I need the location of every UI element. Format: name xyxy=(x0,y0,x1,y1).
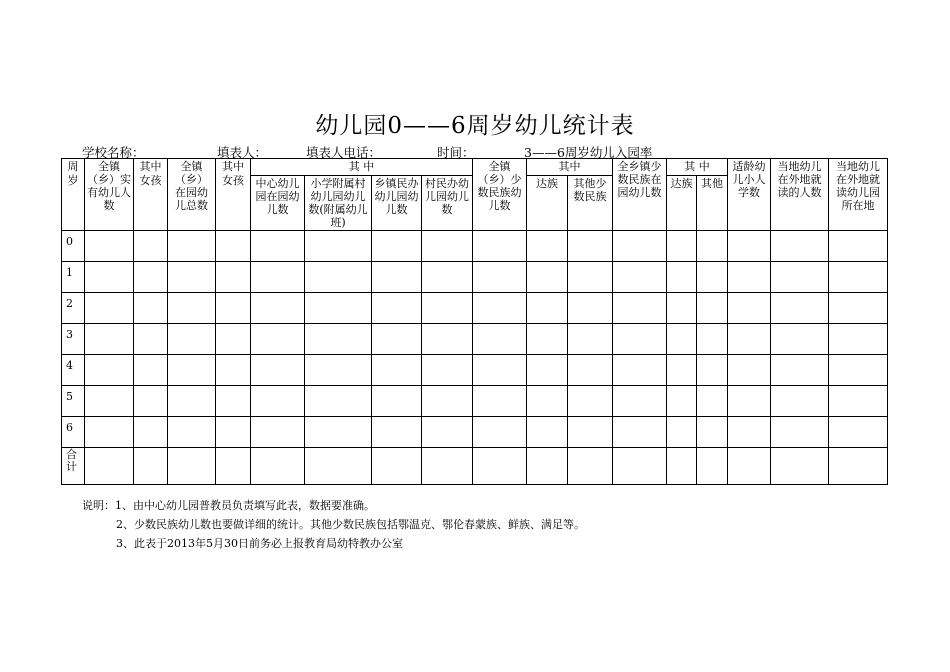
table-cell[interactable] xyxy=(728,231,771,262)
table-cell[interactable] xyxy=(168,417,216,448)
header-of-which-1: 其 中 xyxy=(251,159,473,176)
table-cell[interactable] xyxy=(771,324,829,355)
table-cell[interactable] xyxy=(305,293,372,324)
table-cell[interactable] xyxy=(85,262,134,293)
table-cell[interactable] xyxy=(473,231,527,262)
table-row xyxy=(62,386,888,417)
table-cell[interactable] xyxy=(613,355,667,386)
enrollment-rate-label: 3——6周岁幼儿入园率 xyxy=(524,145,653,160)
table-row xyxy=(62,231,888,262)
header-town-private: 乡镇民办幼儿园幼儿数 xyxy=(372,176,422,231)
table-cell[interactable] xyxy=(771,231,829,262)
header-of-which-2: 其中 xyxy=(527,159,613,176)
table-cell[interactable] xyxy=(829,231,888,262)
table-cell[interactable] xyxy=(829,293,888,324)
table-cell[interactable] xyxy=(134,355,168,386)
table-cell[interactable] xyxy=(667,231,697,262)
table-cell[interactable] xyxy=(216,417,251,448)
table-cell[interactable] xyxy=(527,386,568,417)
table-cell[interactable] xyxy=(168,386,216,417)
table-cell[interactable] xyxy=(613,293,667,324)
table-cell[interactable] xyxy=(728,448,771,485)
table-cell[interactable] xyxy=(134,417,168,448)
table-cell[interactable] xyxy=(372,417,422,448)
header-girls-1: 其中女孩 xyxy=(134,159,168,231)
table-cell[interactable] xyxy=(728,293,771,324)
table-cell[interactable] xyxy=(473,324,527,355)
header-village-private: 村民办幼儿园幼儿数 xyxy=(422,176,473,231)
table-cell[interactable] xyxy=(168,231,216,262)
table-cell[interactable] xyxy=(85,417,134,448)
statistics-table xyxy=(61,158,888,485)
table-cell[interactable] xyxy=(251,386,305,417)
table-cell[interactable] xyxy=(216,231,251,262)
table-cell[interactable] xyxy=(667,417,697,448)
table-cell[interactable] xyxy=(728,324,771,355)
table-cell[interactable] xyxy=(216,386,251,417)
table-cell[interactable] xyxy=(422,293,473,324)
table-cell[interactable] xyxy=(728,355,771,386)
table-cell[interactable] xyxy=(568,355,613,386)
table-cell[interactable] xyxy=(613,448,667,485)
table-cell[interactable] xyxy=(667,293,697,324)
table-cell[interactable] xyxy=(134,231,168,262)
row-label: 2 xyxy=(62,293,85,324)
header-other: 其他 xyxy=(697,176,728,231)
table-cell[interactable] xyxy=(216,448,251,485)
table-row xyxy=(62,293,888,324)
table-cell[interactable] xyxy=(372,448,422,485)
table-cell[interactable] xyxy=(251,293,305,324)
table-cell[interactable] xyxy=(134,262,168,293)
table-cell[interactable] xyxy=(422,262,473,293)
header-school-age-not-enrolled: 适龄幼儿小人学数 xyxy=(728,159,771,231)
table-cell[interactable] xyxy=(305,231,372,262)
header-other-minority: 其他少数民族 xyxy=(568,176,613,231)
school-name-label: 学校名称： xyxy=(82,145,145,160)
table-cell[interactable] xyxy=(251,262,305,293)
table-cell[interactable] xyxy=(168,293,216,324)
table-cell[interactable] xyxy=(305,324,372,355)
table-cell[interactable] xyxy=(527,231,568,262)
header-daur-2: 达族 xyxy=(667,176,697,231)
table-cell[interactable] xyxy=(829,262,888,293)
table-cell[interactable] xyxy=(697,355,728,386)
table-cell[interactable] xyxy=(168,324,216,355)
table-cell[interactable] xyxy=(305,386,372,417)
table-cell[interactable] xyxy=(134,386,168,417)
table-cell[interactable] xyxy=(422,448,473,485)
table-cell[interactable] xyxy=(372,324,422,355)
header-primary-attached: 小学附属村幼儿园幼儿数(附属幼儿班) xyxy=(305,176,372,231)
header-town-minority: 全镇（乡）少数民族幼儿数 xyxy=(473,159,527,231)
row-label: 6 xyxy=(62,417,85,448)
table-cell[interactable] xyxy=(473,293,527,324)
table-cell[interactable] xyxy=(829,417,888,448)
table-cell[interactable] xyxy=(473,355,527,386)
table-cell[interactable] xyxy=(697,231,728,262)
table-cell[interactable] xyxy=(568,293,613,324)
header-town-actual: 全镇（乡）实有幼儿人数 xyxy=(85,159,134,231)
table-cell[interactable] xyxy=(473,262,527,293)
table-cell[interactable] xyxy=(697,324,728,355)
table-cell[interactable] xyxy=(422,417,473,448)
time-label: 时间： xyxy=(437,145,475,160)
table-cell[interactable] xyxy=(372,231,422,262)
table-cell[interactable] xyxy=(527,355,568,386)
table-cell[interactable] xyxy=(473,386,527,417)
table-row xyxy=(62,417,888,448)
table-cell[interactable] xyxy=(527,448,568,485)
table-cell[interactable] xyxy=(85,448,134,485)
table-cell[interactable] xyxy=(216,355,251,386)
table-cell[interactable] xyxy=(168,262,216,293)
table-cell[interactable] xyxy=(168,448,216,485)
page-title: 幼儿园0——6周岁幼儿统计表 xyxy=(315,113,635,139)
row-label: 合计 xyxy=(62,448,85,485)
table-cell[interactable] xyxy=(771,293,829,324)
table-cell[interactable] xyxy=(85,355,134,386)
table-cell[interactable] xyxy=(168,355,216,386)
table-cell[interactable] xyxy=(251,324,305,355)
table-cell[interactable] xyxy=(829,355,888,386)
table-row xyxy=(62,355,888,386)
table-cell[interactable] xyxy=(305,417,372,448)
table-cell[interactable] xyxy=(771,355,829,386)
table-cell[interactable] xyxy=(697,386,728,417)
table-cell[interactable] xyxy=(613,417,667,448)
table-cell[interactable] xyxy=(305,355,372,386)
table-cell[interactable] xyxy=(85,231,134,262)
note-2: 2、少数民族幼儿数也要做详细的统计。其他少数民族包括鄂温克、鄂伦春蒙族、鲜族、满足等。 xyxy=(116,518,585,531)
table-cell[interactable] xyxy=(667,386,697,417)
table-cell[interactable] xyxy=(697,293,728,324)
table-cell[interactable] xyxy=(829,386,888,417)
table-cell[interactable] xyxy=(305,262,372,293)
table-cell[interactable] xyxy=(568,262,613,293)
filler-phone-label: 填表人电话： xyxy=(306,145,382,160)
row-label: 1 xyxy=(62,262,85,293)
table-cell[interactable] xyxy=(697,417,728,448)
table-cell[interactable] xyxy=(527,417,568,448)
table-row xyxy=(62,324,888,355)
table-cell[interactable] xyxy=(728,386,771,417)
table-cell[interactable] xyxy=(771,262,829,293)
table-cell[interactable] xyxy=(422,386,473,417)
table-cell[interactable] xyxy=(251,417,305,448)
header-local-elsewhere: 当地幼儿在外地就读的人数 xyxy=(771,159,829,231)
table-cell[interactable] xyxy=(251,231,305,262)
table-cell[interactable] xyxy=(85,293,134,324)
table-cell[interactable] xyxy=(613,324,667,355)
header-of-which-3: 其 中 xyxy=(667,159,728,176)
table-cell[interactable] xyxy=(527,324,568,355)
table-cell[interactable] xyxy=(613,231,667,262)
header-daur-1: 达族 xyxy=(527,176,568,231)
table-cell[interactable] xyxy=(613,386,667,417)
table-cell[interactable] xyxy=(527,293,568,324)
table-cell[interactable] xyxy=(134,293,168,324)
filler-label: 填表人： xyxy=(217,145,268,160)
note-3: 3、此表于2013年5月30日前务必上报教育局幼特教办公室 xyxy=(116,537,403,550)
row-label: 3 xyxy=(62,324,85,355)
row-label: 0 xyxy=(62,231,85,262)
table-cell[interactable] xyxy=(771,417,829,448)
table-cell[interactable] xyxy=(667,324,697,355)
header-town-enrolled: 全镇（乡）在园幼儿总数 xyxy=(168,159,216,231)
header-elsewhere-location: 当地幼儿在外地就读幼儿园所在地 xyxy=(829,159,888,231)
row-label: 5 xyxy=(62,386,85,417)
table-cell[interactable] xyxy=(568,448,613,485)
table-cell[interactable] xyxy=(568,417,613,448)
table-cell[interactable] xyxy=(251,448,305,485)
table-row xyxy=(62,448,888,485)
table-cell[interactable] xyxy=(667,262,697,293)
table-cell[interactable] xyxy=(372,262,422,293)
table-cell[interactable] xyxy=(568,386,613,417)
table-cell[interactable] xyxy=(422,355,473,386)
table-cell[interactable] xyxy=(134,448,168,485)
table-cell[interactable] xyxy=(372,293,422,324)
table-cell[interactable] xyxy=(613,262,667,293)
table-cell[interactable] xyxy=(422,231,473,262)
note-1: 说明：1、由中心幼儿园普教员负责填写此表，数据要准确。 xyxy=(82,499,375,512)
table-cell[interactable] xyxy=(697,448,728,485)
header-age: 周岁 xyxy=(62,159,85,231)
table-row xyxy=(62,262,888,293)
table-cell[interactable] xyxy=(216,324,251,355)
table-cell[interactable] xyxy=(829,324,888,355)
row-label: 4 xyxy=(62,355,85,386)
table-cell[interactable] xyxy=(527,262,568,293)
table-cell[interactable] xyxy=(85,324,134,355)
table-cell[interactable] xyxy=(134,324,168,355)
table-cell[interactable] xyxy=(422,324,473,355)
table-cell[interactable] xyxy=(697,262,728,293)
table-cell[interactable] xyxy=(372,355,422,386)
table-cell[interactable] xyxy=(473,448,527,485)
table-cell[interactable] xyxy=(216,262,251,293)
table-cell[interactable] xyxy=(667,355,697,386)
table-cell[interactable] xyxy=(771,448,829,485)
table-cell[interactable] xyxy=(667,448,697,485)
table-cell[interactable] xyxy=(85,386,134,417)
table-cell[interactable] xyxy=(251,355,305,386)
table-cell[interactable] xyxy=(568,324,613,355)
table-cell[interactable] xyxy=(728,262,771,293)
table-cell[interactable] xyxy=(728,417,771,448)
table-cell[interactable] xyxy=(829,448,888,485)
table-cell[interactable] xyxy=(372,386,422,417)
table-cell[interactable] xyxy=(568,231,613,262)
header-girls-2: 其中女孩 xyxy=(216,159,251,231)
table-cell[interactable] xyxy=(216,293,251,324)
table-cell[interactable] xyxy=(771,386,829,417)
table-cell[interactable] xyxy=(305,448,372,485)
header-town-minority-enrolled: 全乡镇少数民族在园幼儿数 xyxy=(613,159,667,231)
table-cell[interactable] xyxy=(473,417,527,448)
header-center: 中心幼儿园在园幼儿数 xyxy=(251,176,305,231)
